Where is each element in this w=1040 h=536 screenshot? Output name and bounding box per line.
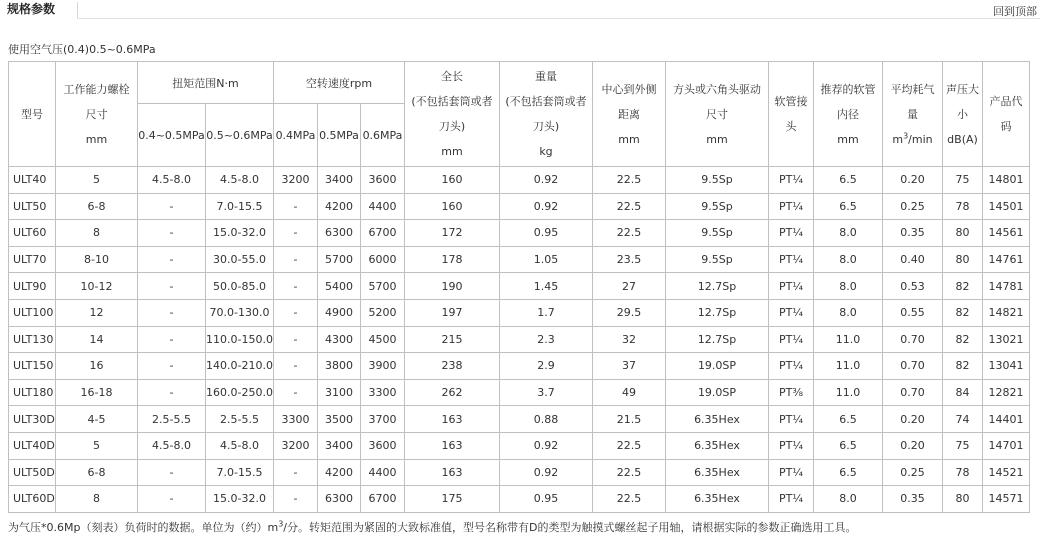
header-drive-size: 方头或六角头驱动 尺寸 mm (666, 62, 769, 167)
table-cell: 163 (405, 406, 500, 433)
table-cell: 82 (943, 299, 983, 326)
table-cell: 9.5Sp (666, 167, 769, 194)
header-noise-level: 声压大 小 dB(A) (943, 62, 983, 167)
table-cell: ULT50 (9, 193, 56, 220)
table-cell: 0.70 (883, 379, 943, 406)
table-cell: 3800 (318, 353, 361, 380)
table-cell: 163 (405, 432, 500, 459)
table-cell: 190 (405, 273, 500, 300)
header-torque-high: 0.5~0.6MPa (206, 104, 274, 167)
table-cell: 0.95 (500, 220, 593, 247)
table-cell: 8.0 (814, 299, 883, 326)
table-cell: 9.5Sp (666, 246, 769, 273)
table-cell: ULT180 (9, 379, 56, 406)
table-cell: 197 (405, 299, 500, 326)
table-cell: 11.0 (814, 353, 883, 380)
table-cell: ULT150 (9, 353, 56, 380)
table-cell: 4400 (361, 459, 405, 486)
table-cell: PT¼ (769, 220, 814, 247)
table-cell: 14 (56, 326, 138, 353)
table-row (9, 273, 1030, 300)
table-cell: 0.92 (500, 432, 593, 459)
table-cell: 6.5 (814, 406, 883, 433)
table-cell: 5 (56, 432, 138, 459)
table-cell: - (274, 273, 318, 300)
table-cell: 0.92 (500, 193, 593, 220)
table-cell: 7.0-15.5 (206, 459, 274, 486)
table-cell: 2.9 (500, 353, 593, 380)
table-cell: 3500 (318, 406, 361, 433)
table-cell: 11.0 (814, 326, 883, 353)
table-cell: - (138, 486, 206, 513)
header-torque-low: 0.4~0.5MPa (138, 104, 206, 167)
table-cell: 12.7Sp (666, 299, 769, 326)
table-cell: ULT50D (9, 459, 56, 486)
table-cell: - (274, 193, 318, 220)
table-cell: 0.20 (883, 406, 943, 433)
table-cell: - (138, 220, 206, 247)
table-cell: ULT60 (9, 220, 56, 247)
header-hose-fitting: 软管接 头 (769, 62, 814, 167)
table-row (9, 432, 1030, 459)
table-cell: 2.3 (500, 326, 593, 353)
table-cell: PT¼ (769, 326, 814, 353)
table-cell: ULT40 (9, 167, 56, 194)
table-cell: - (274, 246, 318, 273)
table-row (9, 486, 1030, 513)
table-cell: ULT40D (9, 432, 56, 459)
table-cell: 0.53 (883, 273, 943, 300)
table-cell: ULT60D (9, 486, 56, 513)
table-cell: 15.0-32.0 (206, 220, 274, 247)
table-row (9, 167, 1030, 194)
table-cell: 262 (405, 379, 500, 406)
table-cell: 84 (943, 379, 983, 406)
table-cell: 4.5-8.0 (138, 432, 206, 459)
table-cell: 70.0-130.0 (206, 299, 274, 326)
table-cell: 3400 (318, 167, 361, 194)
table-cell: 30.0-55.0 (206, 246, 274, 273)
table-cell: 0.70 (883, 353, 943, 380)
table-cell: 0.55 (883, 299, 943, 326)
table-cell: - (138, 273, 206, 300)
table-cell: 16-18 (56, 379, 138, 406)
table-cell: 14781 (983, 273, 1030, 300)
air-pressure-note: 使用空气压(0.4)0.5~0.6MPa (8, 43, 156, 56)
table-cell: - (138, 326, 206, 353)
table-cell: 9.5Sp (666, 193, 769, 220)
table-cell: 27 (593, 273, 666, 300)
table-cell: - (138, 379, 206, 406)
table-cell: 4.5-8.0 (206, 432, 274, 459)
table-cell: 23.5 (593, 246, 666, 273)
table-cell: - (138, 193, 206, 220)
table-cell: 22.5 (593, 193, 666, 220)
header-capacity: 工作能力螺栓 尺寸 mm (56, 62, 138, 167)
table-cell: 8-10 (56, 246, 138, 273)
table-cell: 160.0-250.0 (206, 379, 274, 406)
spec-table-body (9, 167, 1030, 513)
table-cell: 4500 (361, 326, 405, 353)
table-cell: 82 (943, 273, 983, 300)
table-cell: 8.0 (814, 273, 883, 300)
table-cell: 4900 (318, 299, 361, 326)
table-cell: 8.0 (814, 246, 883, 273)
table-cell: 0.35 (883, 220, 943, 247)
table-cell: PT¼ (769, 459, 814, 486)
table-row (9, 459, 1030, 486)
table-cell: 13021 (983, 326, 1030, 353)
table-cell: 3600 (361, 167, 405, 194)
section-header (0, 0, 1040, 20)
table-cell: PT¼ (769, 167, 814, 194)
table-cell: 1.7 (500, 299, 593, 326)
table-cell: - (274, 379, 318, 406)
table-cell: 0.40 (883, 246, 943, 273)
table-cell: 13041 (983, 353, 1030, 380)
table-cell: ULT70 (9, 246, 56, 273)
table-cell: 14821 (983, 299, 1030, 326)
table-cell: PT¼ (769, 273, 814, 300)
table-cell: - (138, 459, 206, 486)
header-weight: 重量 (不包括套筒或者 刀头) kg (500, 62, 593, 167)
back-to-top-link[interactable]: 回到顶部 (993, 5, 1037, 18)
header-underline (77, 18, 1040, 19)
table-cell: 160 (405, 193, 500, 220)
table-cell: - (274, 220, 318, 247)
table-cell: 3200 (274, 432, 318, 459)
table-cell: 78 (943, 459, 983, 486)
table-cell: 75 (943, 432, 983, 459)
table-cell: 3600 (361, 432, 405, 459)
header-model: 型号 (9, 62, 56, 167)
table-cell: - (274, 326, 318, 353)
table-cell: 0.25 (883, 193, 943, 220)
table-cell: 140.0-210.0 (206, 353, 274, 380)
table-cell: PT¼ (769, 432, 814, 459)
table-cell: 0.92 (500, 167, 593, 194)
table-cell: 14521 (983, 459, 1030, 486)
header-air-consumption: 平均耗气 量 $m^3/\min$ (883, 62, 943, 167)
header-length: 全长 (不包括套筒或者 刀头) mm (405, 62, 500, 167)
table-cell: - (274, 353, 318, 380)
table-cell: 3300 (274, 406, 318, 433)
table-cell: 19.0SP (666, 353, 769, 380)
table-cell: 3.7 (500, 379, 593, 406)
table-cell: 6.5 (814, 459, 883, 486)
table-cell: - (138, 299, 206, 326)
table-cell: 0.35 (883, 486, 943, 513)
table-cell: ULT130 (9, 326, 56, 353)
table-cell: 12.7Sp (666, 326, 769, 353)
table-row (9, 246, 1030, 273)
table-cell: 80 (943, 486, 983, 513)
table-cell: 4300 (318, 326, 361, 353)
header-speed-06: 0.6MPa (361, 104, 405, 167)
table-cell: PT¼ (769, 353, 814, 380)
table-cell: 8.0 (814, 486, 883, 513)
table-cell: 163 (405, 459, 500, 486)
table-cell: 21.5 (593, 406, 666, 433)
table-cell: 8.0 (814, 220, 883, 247)
header-free-speed: 空转速度rpm (274, 62, 405, 104)
table-cell: PT¼ (769, 299, 814, 326)
table-cell: 29.5 (593, 299, 666, 326)
table-cell: 22.5 (593, 220, 666, 247)
table-cell: 6300 (318, 220, 361, 247)
table-cell: ULT100 (9, 299, 56, 326)
table-cell: 14801 (983, 167, 1030, 194)
table-cell: 14561 (983, 220, 1030, 247)
table-cell: 6-8 (56, 459, 138, 486)
table-row (9, 193, 1030, 220)
table-row (9, 299, 1030, 326)
table-cell: 3700 (361, 406, 405, 433)
table-cell: 6.35Hex (666, 486, 769, 513)
table-cell: ULT90 (9, 273, 56, 300)
table-cell: 5700 (361, 273, 405, 300)
table-cell: 50.0-85.0 (206, 273, 274, 300)
table-cell: 2.5-5.5 (138, 406, 206, 433)
table-cell: 6700 (361, 486, 405, 513)
table-cell: 0.20 (883, 167, 943, 194)
table-cell: 4200 (318, 193, 361, 220)
table-cell: 4400 (361, 193, 405, 220)
table-cell: PT⅜ (769, 379, 814, 406)
table-cell: 14761 (983, 246, 1030, 273)
table-cell: 172 (405, 220, 500, 247)
table-cell: 80 (943, 246, 983, 273)
table-cell: 238 (405, 353, 500, 380)
table-cell: PT¼ (769, 246, 814, 273)
table-cell: 0.25 (883, 459, 943, 486)
table-cell: 4.5-8.0 (138, 167, 206, 194)
table-cell: 7.0-15.5 (206, 193, 274, 220)
section-title: 规格参数 (7, 2, 56, 16)
table-cell: PT¼ (769, 486, 814, 513)
table-cell: 0.95 (500, 486, 593, 513)
header-speed-04: 0.4MPa (274, 104, 318, 167)
table-cell: 3400 (318, 432, 361, 459)
table-cell: 22.5 (593, 432, 666, 459)
table-cell: 8 (56, 220, 138, 247)
table-cell: 6.35Hex (666, 432, 769, 459)
table-cell: 8 (56, 486, 138, 513)
table-cell: 0.88 (500, 406, 593, 433)
header-hose-inner-diameter: 推荐的软管 内径 mm (814, 62, 883, 167)
table-cell: 4-5 (56, 406, 138, 433)
table-cell: - (274, 486, 318, 513)
table-cell: 6-8 (56, 193, 138, 220)
table-cell: 1.45 (500, 273, 593, 300)
header-center-distance: 中心到外侧 距离 mm (593, 62, 666, 167)
table-cell: 6700 (361, 220, 405, 247)
table-cell: 175 (405, 486, 500, 513)
table-cell: 3300 (361, 379, 405, 406)
table-cell: 5200 (361, 299, 405, 326)
table-cell: 80 (943, 220, 983, 247)
table-cell: - (138, 246, 206, 273)
table-cell: 16 (56, 353, 138, 380)
table-cell: PT¼ (769, 406, 814, 433)
table-cell: 49 (593, 379, 666, 406)
table-cell: 74 (943, 406, 983, 433)
table-cell: 9.5Sp (666, 220, 769, 247)
table-row (9, 326, 1030, 353)
table-cell: 6.5 (814, 432, 883, 459)
table-cell: 6.35Hex (666, 459, 769, 486)
table-cell: 3200 (274, 167, 318, 194)
table-cell: 178 (405, 246, 500, 273)
table-cell: 3900 (361, 353, 405, 380)
table-cell: 1.05 (500, 246, 593, 273)
header-product-code: 产品代 码 (983, 62, 1030, 167)
table-cell: 82 (943, 326, 983, 353)
table-cell: 11.0 (814, 379, 883, 406)
table-cell: 5 (56, 167, 138, 194)
table-cell: 12821 (983, 379, 1030, 406)
table-cell: 22.5 (593, 167, 666, 194)
table-cell: 19.0SP (666, 379, 769, 406)
table-cell: - (274, 459, 318, 486)
table-cell: 10-12 (56, 273, 138, 300)
table-cell: 110.0-150.0 (206, 326, 274, 353)
table-cell: 14501 (983, 193, 1030, 220)
table-cell: 12.7Sp (666, 273, 769, 300)
table-cell: 2.5-5.5 (206, 406, 274, 433)
table-cell: 5700 (318, 246, 361, 273)
table-cell: 32 (593, 326, 666, 353)
table-cell: 15.0-32.0 (206, 486, 274, 513)
table-cell: 37 (593, 353, 666, 380)
table-cell: PT¼ (769, 193, 814, 220)
header-speed-05: 0.5MPa (318, 104, 361, 167)
table-cell: 4.5-8.0 (206, 167, 274, 194)
table-cell: 12 (56, 299, 138, 326)
table-cell: 0.70 (883, 326, 943, 353)
table-cell: 78 (943, 193, 983, 220)
table-cell: 14401 (983, 406, 1030, 433)
table-row (9, 220, 1030, 247)
table-cell: 4200 (318, 459, 361, 486)
table-cell: 5400 (318, 273, 361, 300)
table-cell: 160 (405, 167, 500, 194)
table-cell: 75 (943, 167, 983, 194)
table-cell: 6300 (318, 486, 361, 513)
table-cell: - (274, 299, 318, 326)
table-cell: 6.5 (814, 193, 883, 220)
table-cell: - (138, 353, 206, 380)
table-cell: 0.92 (500, 459, 593, 486)
table-row (9, 379, 1030, 406)
header-divider (77, 2, 78, 18)
table-cell: 0.20 (883, 432, 943, 459)
table-cell: 22.5 (593, 486, 666, 513)
table-cell: 14701 (983, 432, 1030, 459)
footnote: 为气压*0.6Mp（刻表）负荷时的数据。单位为（约）$m^3/$分。转矩范围为紧固的大致标准值，型号名称带有D的类型为触摸式螺丝起子用轴，请根据实际的参数正确选用工具。 (8, 519, 857, 534)
table-row (9, 406, 1030, 433)
header-torque-range: 扭矩范围N·m (138, 62, 274, 104)
table-cell: 14571 (983, 486, 1030, 513)
table-cell: 82 (943, 353, 983, 380)
table-cell: 22.5 (593, 459, 666, 486)
table-cell: 215 (405, 326, 500, 353)
table-cell: 3100 (318, 379, 361, 406)
spec-table (8, 61, 1030, 513)
table-cell: 6.5 (814, 167, 883, 194)
table-cell: ULT30D (9, 406, 56, 433)
table-cell: 6.35Hex (666, 406, 769, 433)
table-row (9, 353, 1030, 380)
table-cell: 6000 (361, 246, 405, 273)
